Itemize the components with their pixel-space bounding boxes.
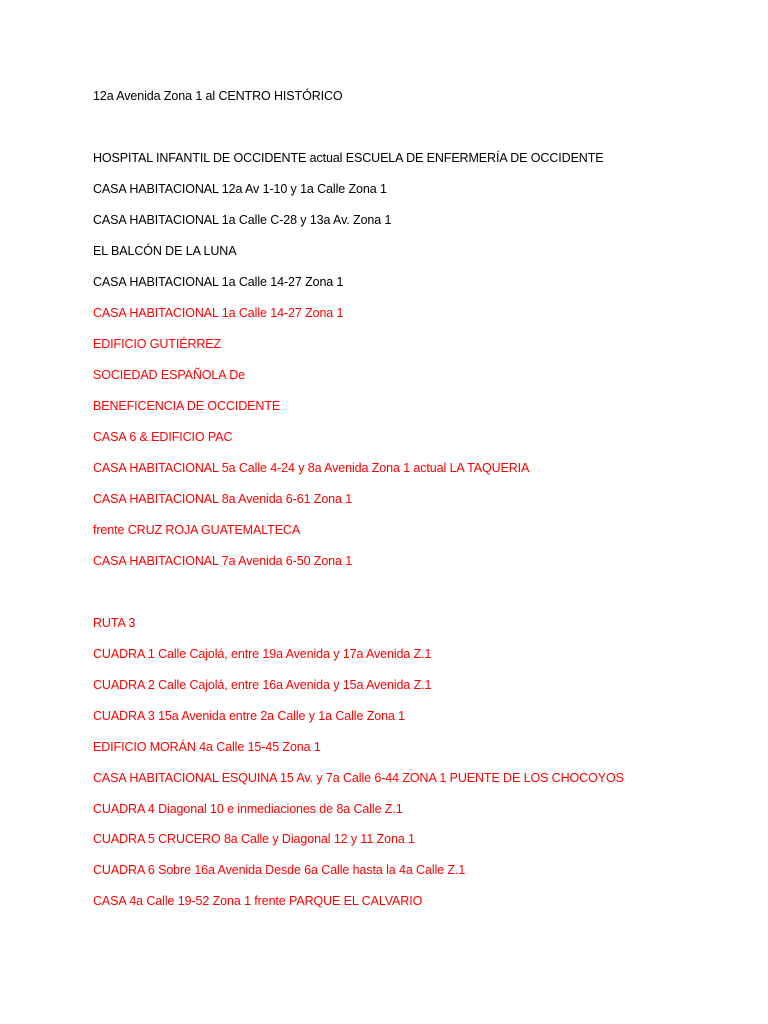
list-item-casa-taqueria: CASA HABITACIONAL 5a Calle 4-24 y 8a Avenida Zona 1 actual LA TAQUERIA xyxy=(93,461,530,475)
list-item-cuadra-5: CUADRA 5 CRUCERO 8a Calle y Diagonal 12 y 11 Zona 1 xyxy=(93,832,415,846)
list-item-edificio-moran: EDIFICIO MORÁN 4a Calle 15-45 Zona 1 xyxy=(93,740,321,754)
list-item-casa-calvario: CASA 4a Calle 19-52 Zona 1 frente PARQUE EL CALVARIO xyxy=(93,894,423,908)
list-item-hospital-infantil: HOSPITAL INFANTIL DE OCCIDENTE actual ESCUELA DE ENFERMERÍA DE OCCIDENTE xyxy=(93,151,604,165)
list-item-casa-8a-avenida: CASA HABITACIONAL 8a Avenida 6-61 Zona 1 xyxy=(93,492,353,506)
list-item-cuadra-3: CUADRA 3 15a Avenida entre 2a Calle y 1a Calle Zona 1 xyxy=(93,709,406,723)
list-item-balcon-luna: EL BALCÓN DE LA LUNA xyxy=(93,244,237,258)
list-item-casa-1a-calle-c28: CASA HABITACIONAL 1a Calle C-28 y 13a Av. Zona 1 xyxy=(93,213,392,227)
list-item-sociedad-espanola: SOCIEDAD ESPAÑOLA De xyxy=(93,368,245,382)
list-item-casa-6-pac: CASA 6 & EDIFICIO PAC xyxy=(93,430,233,444)
list-item-cuadra-6: CUADRA 6 Sobre 16a Avenida Desde 6a Calle hasta la 4a Calle Z.1 xyxy=(93,863,466,877)
list-item-casa-14-27-red: CASA HABITACIONAL 1a Calle 14-27 Zona 1 xyxy=(93,306,344,320)
list-item-beneficencia: BENEFICENCIA DE OCCIDENTE xyxy=(93,399,281,413)
list-item-cuadra-1: CUADRA 1 Calle Cajolá, entre 19a Avenida y 17a Avenida Z.1 xyxy=(93,647,432,661)
list-item-casa-esquina: CASA HABITACIONAL ESQUINA 15 Av. y 7a Calle 6-44 ZONA 1 PUENTE DE LOS CHOCOYOS xyxy=(93,771,624,785)
list-item-casa-14-27: CASA HABITACIONAL 1a Calle 14-27 Zona 1 xyxy=(93,275,344,289)
list-item-cuadra-2: CUADRA 2 Calle Cajolá, entre 16a Avenida y 15a Avenida Z.1 xyxy=(93,678,432,692)
list-item-cuadra-4: CUADRA 4 Diagonal 10 e inmediaciones de 8a Calle Z.1 xyxy=(93,802,403,816)
heading-route: 12a Avenida Zona 1 al CENTRO HISTÓRICO xyxy=(93,89,343,103)
list-item-casa-12a-av: CASA HABITACIONAL 12a Av 1-10 y 1a Calle Zona 1 xyxy=(93,182,387,196)
list-item-edificio-gutierrez: EDIFICIO GUTIÉRREZ xyxy=(93,337,222,351)
heading-ruta-3: RUTA 3 xyxy=(93,616,136,630)
list-item-cruz-roja: frente CRUZ ROJA GUATEMALTECA xyxy=(93,523,301,537)
list-item-casa-7a-avenida: CASA HABITACIONAL 7a Avenida 6-50 Zona 1 xyxy=(93,554,353,568)
